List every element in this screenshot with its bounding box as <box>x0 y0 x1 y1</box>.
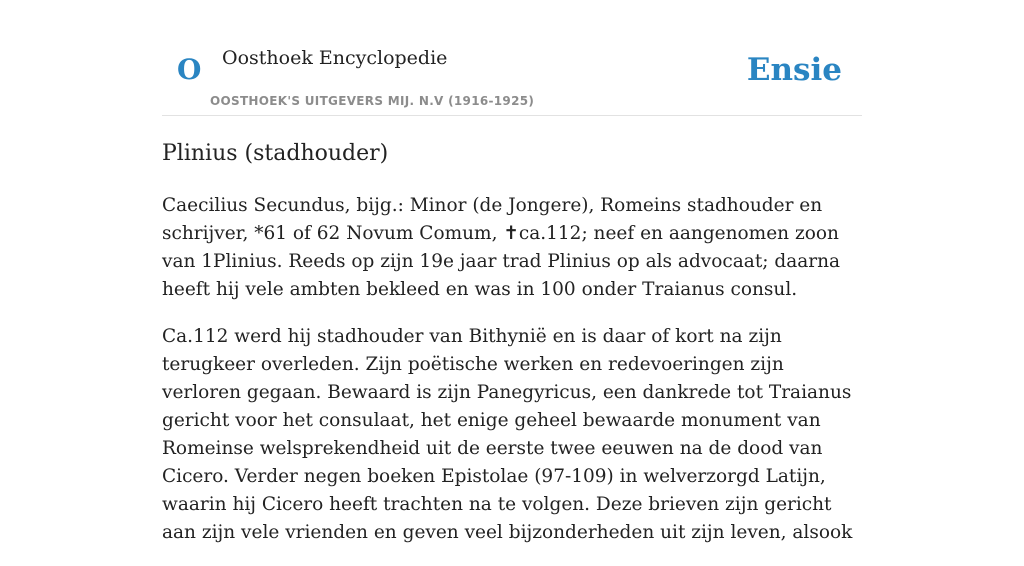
article <box>162 138 868 566</box>
site-header <box>162 40 862 116</box>
article-paragraph: Ca.112 werd hij stadhouder van Bithynië en is daar of kort na zijn terugkeer overleden. Zijn poëtische werken en redevoeringen zijn verloren gegaan. Bewaard is zijn Panegyricus, een dankrede tot Traianus gericht voor het consulaat, het enige geheel bewaarde monument van Romeinse welsprekendheid uit de eerste twee eeuwen na de dood van Cicero. Verder negen boeken Epistolae (97-109) in welverzorgd Latijn, waarin hij Cicero heeft trachten na te volgen. Deze brieven zijn gericht aan zijn vele vrienden en geven veel bijzonderheden uit zijn leven, alsook <box>162 326 853 543</box>
article-title: Plinius (stadhouder) <box>162 141 389 166</box>
ensie-brand-link[interactable]: Ensie <box>746 52 842 88</box>
article-paragraph: Caecilius Secundus, bijg.: Minor (de Jongere), Romeins stadhouder en schrijver, *61 of 62 Novum Comum, ✝ca.112; neef en aangenomen zoon van 1Plinius. Reeds op zijn 19e jaar trad Plinius op als advocaat; daarna heeft hij vele ambten bekleed en was in 100 onder Traianus consul. <box>162 195 841 300</box>
site-logo[interactable]: O <box>177 53 202 86</box>
site-title[interactable]: Oosthoek Encyclopedie <box>222 47 448 69</box>
publisher-subtitle: OOSTHOEK'S UITGEVERS MIJ. N.V (1916-1925) <box>210 94 535 108</box>
